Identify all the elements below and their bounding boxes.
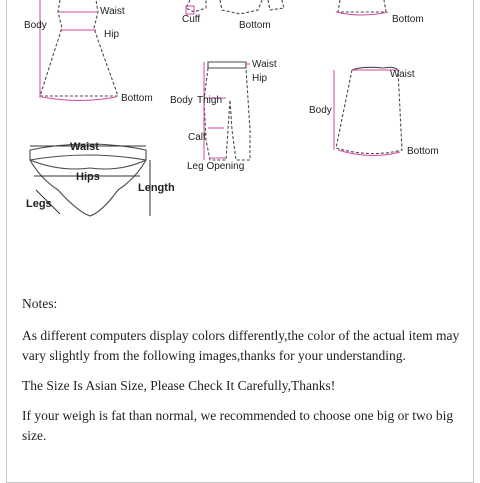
- pants-hip-label: Hip: [252, 73, 268, 84]
- top-bottom-label: Bottom: [392, 14, 424, 25]
- pants-waist-label: Waist: [252, 59, 277, 70]
- dress-waist-label: Waist: [100, 6, 125, 17]
- shirt-figure: [182, 0, 284, 31]
- panties-legs-label: Legs: [26, 198, 52, 210]
- shirt-bottom-label: Bottom: [239, 20, 271, 31]
- note-size-recommendation: If your weigh is fat than normal, we recommended to choose one big or two big size.: [22, 408, 454, 443]
- notes-title: Notes:: [22, 296, 58, 311]
- top-garment-figure: [336, 0, 424, 25]
- dress-figure: [24, 0, 153, 104]
- note-color-disclaimer: As different computers display colors differently,the color of the actual item may vary slightly from the following images,thanks for your understanding.: [22, 328, 460, 363]
- note-asian-size: The Size Is Asian Size, Please Check It Carefully,Thanks!: [22, 378, 336, 393]
- dress-hip-label: Hip: [104, 29, 120, 40]
- skirt-figure: [309, 67, 439, 157]
- dress-bottom-label: Bottom: [121, 93, 153, 104]
- panties-figure: [26, 141, 175, 216]
- shirt-cuff-label: Cuff: [182, 14, 201, 25]
- skirt-body-label: Body: [309, 105, 332, 116]
- panties-waist-label: Waist: [70, 141, 99, 153]
- pants-thigh-label: Thigh: [197, 95, 223, 106]
- skirt-bottom-label: Bottom: [407, 146, 439, 157]
- dress-body-label: Body: [24, 20, 47, 31]
- pants-leg-opening-label: Leg Opening: [187, 161, 245, 172]
- pants-calf-label: Calf: [188, 132, 206, 143]
- panties-length-label: Length: [138, 182, 175, 194]
- pants-figure: [170, 59, 277, 172]
- notes-section: [22, 294, 462, 456]
- panties-hips-label: Hips: [76, 171, 100, 183]
- skirt-waist-label: Waist: [390, 69, 415, 80]
- pants-body-label: Body: [170, 95, 193, 106]
